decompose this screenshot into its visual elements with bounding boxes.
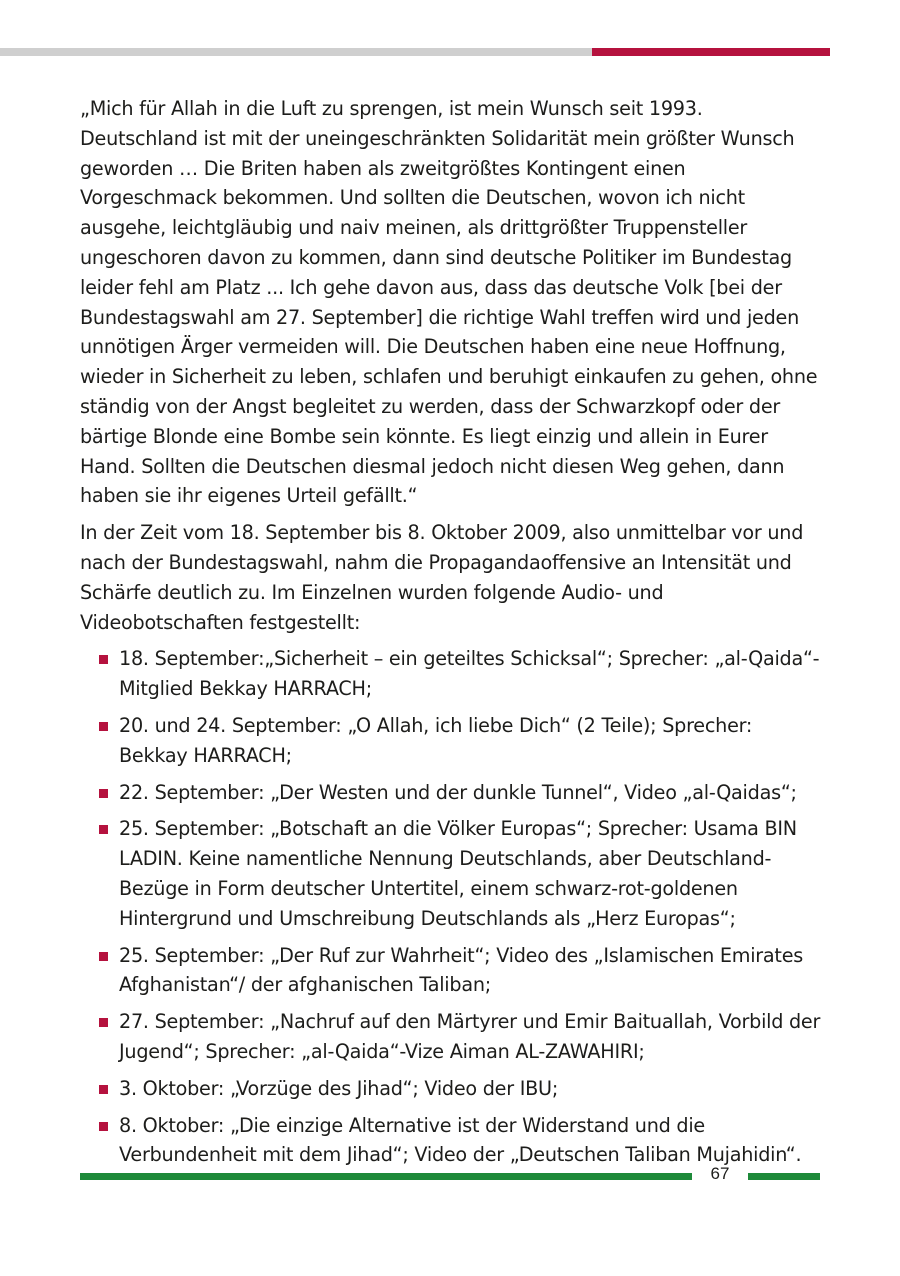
list-item [80,1007,825,1067]
square-bullet-icon [99,722,108,731]
list-item [80,814,825,933]
list-item-text: 27. September: „Nachruf auf den Märtyrer und Emir Baituallah, Vorbild der Jugend“; Sprecher: „al-Qaida“-Vize Aiman AL-ZAWAHIRI; [119,1010,821,1063]
header-rule-red [592,48,830,56]
list-item-text: 25. September: „Botschaft an die Völker Europas“; Sprecher: Usama BIN LADIN. Keine namentliche Nennung Deutschlands, aber Deutschland-Bezüge in Form deutscher Untertitel, einem schwarz-rot-goldenen Hintergrund und Umschreibung Deutschlands als „Herz Europas“; [119,817,797,930]
list-item-text: 25. September: „Der Ruf zur Wahrheit“; Video des „Islamischen Emirates Afghanistan“/ der afghanischen Taliban; [119,943,803,997]
list-item-text: 3. Oktober: „Vorzüge des Jihad“; Video der IBU; [119,1076,559,1100]
quote-paragraph: „Mich für Allah in die Luft zu sprengen, ist mein Wunsch seit 1993. Deutschland ist mit der uneingeschränkten Solidarität mein größter Wunsch geworden … Die Briten haben als zweitgrößtes Kontingent einen Vorgeschmack bekommen. Und sollten die Deutschen, wovon ich nicht ausgehe, leichtgläubig und naiv meinen, als drittgrößter Truppensteller ungeschoren davon zu kommen, dann sind deutsche Politiker im Bundestag leider fehl am Platz ... Ich gehe davon aus, dass das deutsche Volk [bei der Bundestagswahl am 27. September] die richtige Wahl treffen wird und jeden unnötigen Ärger vermeiden will. Die Deutschen haben eine neue Hoffnung, wieder in Sicherheit zu leben, schlafen und beruhigt einkaufen zu gehen, ohne ständig von der Angst begleitet zu werden, dass der Schwarzkopf oder der bärtige Blonde eine Bombe sein könnte. Es liegt einzig und allein in Eurer Hand. Sollten die Deutschen diesmal jedoch nicht diesen Weg gehen, dann haben sie ihr eigenes Urteil gefällt.“ [80,97,818,508]
list-item [80,1074,825,1104]
square-bullet-icon [99,1122,108,1131]
list-item [80,941,825,1001]
list-item-text: 20. und 24. September: „O Allah, ich liebe Dich“ (2 Teile); Sprecher: Bekkay HARRACH; [119,713,753,767]
list-item-text: 22. September: „Der Westen und der dunkle Tunnel“, Video „al-Qaidas“; [119,780,797,804]
intro-paragraph: In der Zeit vom 18. September bis 8. Oktober 2009, also unmittelbar vor und nach der Bundestagswahl, nahm die Propagandaoffensive an Intensität und Schärfe deutlich zu. Im Einzelnen wurden folgende Audio- und Videobotschaften festgestellt: [80,521,804,634]
message-list [80,644,825,1170]
square-bullet-icon [99,1018,108,1027]
square-bullet-icon [99,952,108,961]
list-item-text: 18. September:„Sicherheit – ein geteiltes Schicksal“; Sprecher: „al-Qaida“-Mitglied Bekkay HARRACH; [119,647,820,701]
square-bullet-icon [99,789,108,798]
square-bullet-icon [99,825,108,834]
list-item [80,644,825,704]
header-rule-gray [0,48,592,56]
square-bullet-icon [99,1085,108,1094]
list-item [80,778,825,808]
list-item [80,1111,825,1171]
page-number: 67 [710,1164,730,1183]
square-bullet-icon [99,655,108,664]
footer-rule-left [80,1173,692,1180]
list-item [80,711,825,771]
footer-rule-right [748,1173,820,1180]
page-body [80,94,825,1177]
list-item-text: 8. Oktober: „Die einzige Alternative ist der Widerstand und die Verbundenheit mit dem Jihad“; Video der „Deutschen Taliban Mujahidin“. [119,1113,802,1167]
